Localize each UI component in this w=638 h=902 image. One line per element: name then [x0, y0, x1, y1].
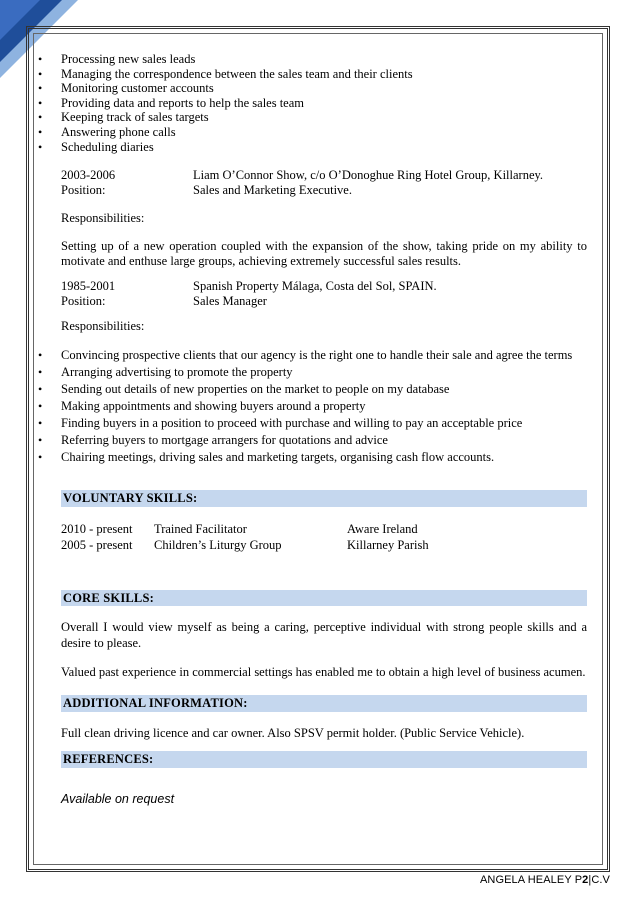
- vol-org: Killarney Parish: [347, 537, 429, 552]
- job-position: Sales Manager: [193, 293, 267, 308]
- list-item: • Providing data and reports to help the sales team: [61, 96, 587, 111]
- section-heading-references: REFERENCES:: [61, 751, 587, 768]
- vol-role: Children’s Liturgy Group: [154, 537, 282, 552]
- vol-role: Trained Facilitator: [154, 521, 247, 536]
- list-item: • Arranging advertising to promote the property: [61, 364, 587, 381]
- page-footer: [480, 874, 610, 886]
- footer-name: ANGELA HEALEY P: [479, 874, 583, 886]
- section-heading-voluntary: VOLUNTARY SKILLS:: [61, 490, 587, 507]
- footer-suffix: |C.V: [588, 874, 610, 886]
- vol-period: 2010 - present: [61, 521, 133, 536]
- cv-content: [61, 52, 587, 806]
- job-entry-2: [61, 279, 587, 308]
- core-skills-para-1: Overall I would view myself as being a caring, perceptive individual with strong people skills and a desire to please.: [61, 620, 587, 651]
- job-description: Setting up of a new operation coupled with the expansion of the show, taking pride on my ability to motivate and enthuse large groups, achieving extremely successful sales results.: [61, 238, 587, 268]
- vol-org: Aware Ireland: [347, 521, 418, 536]
- core-skills-para-2: Valued past experience in commercial settings has enabled me to obtain a high level of business acumen.: [61, 665, 586, 680]
- list-item: • Convincing prospective clients that our agency is the right one to handle their sale and agree the terms: [61, 347, 587, 364]
- references-text: Available on request: [61, 791, 175, 806]
- responsibilities-label: Responsibilities:: [61, 211, 145, 226]
- job-employer: Liam O’Connor Show, c/o O’Donoghue Ring Hotel Group, Killarney.: [193, 168, 544, 183]
- job-period: 1985-2001: [61, 279, 116, 294]
- voluntary-table: [61, 521, 587, 553]
- responsibilities-label: Responsibilities:: [61, 319, 145, 334]
- position-label: Position:: [61, 182, 106, 197]
- responsibilities-list: [61, 347, 587, 466]
- list-item: • Processing new sales leads: [61, 52, 587, 67]
- duties-list: [61, 52, 587, 154]
- position-label: Position:: [61, 293, 106, 308]
- list-item: • Scheduling diaries: [61, 140, 587, 155]
- section-heading-additional: ADDITIONAL INFORMATION:: [61, 695, 587, 712]
- list-item: • Keeping track of sales targets: [61, 110, 587, 125]
- list-item: • Managing the correspondence between the sales team and their clients: [61, 67, 587, 82]
- additional-info-text: Full clean driving licence and car owner. Also SPSV permit holder. (Public Service Vehicle).: [61, 725, 525, 740]
- job-position: Sales and Marketing Executive.: [193, 182, 352, 197]
- job-period: 2003-2006: [61, 168, 116, 183]
- job-employer: Spanish Property Málaga, Costa del Sol, SPAIN.: [193, 279, 437, 294]
- list-item: • Finding buyers in a position to proceed with purchase and willing to pay an acceptable price: [61, 415, 587, 432]
- vol-period: 2005 - present: [61, 537, 133, 552]
- list-item: • Chairing meetings, driving sales and marketing targets, organising cash flow accounts.: [61, 449, 587, 466]
- list-item: • Sending out details of new properties on the market to people on my database: [61, 381, 587, 398]
- job-entry-1: [61, 168, 587, 197]
- footer-page-number: 2: [582, 874, 589, 886]
- list-item: • Making appointments and showing buyers around a property: [61, 398, 587, 415]
- list-item: • Monitoring customer accounts: [61, 81, 587, 96]
- list-item: • Answering phone calls: [61, 125, 587, 140]
- list-item: • Referring buyers to mortgage arrangers for quotations and advice: [61, 432, 587, 449]
- section-heading-core-skills: CORE SKILLS:: [61, 590, 587, 607]
